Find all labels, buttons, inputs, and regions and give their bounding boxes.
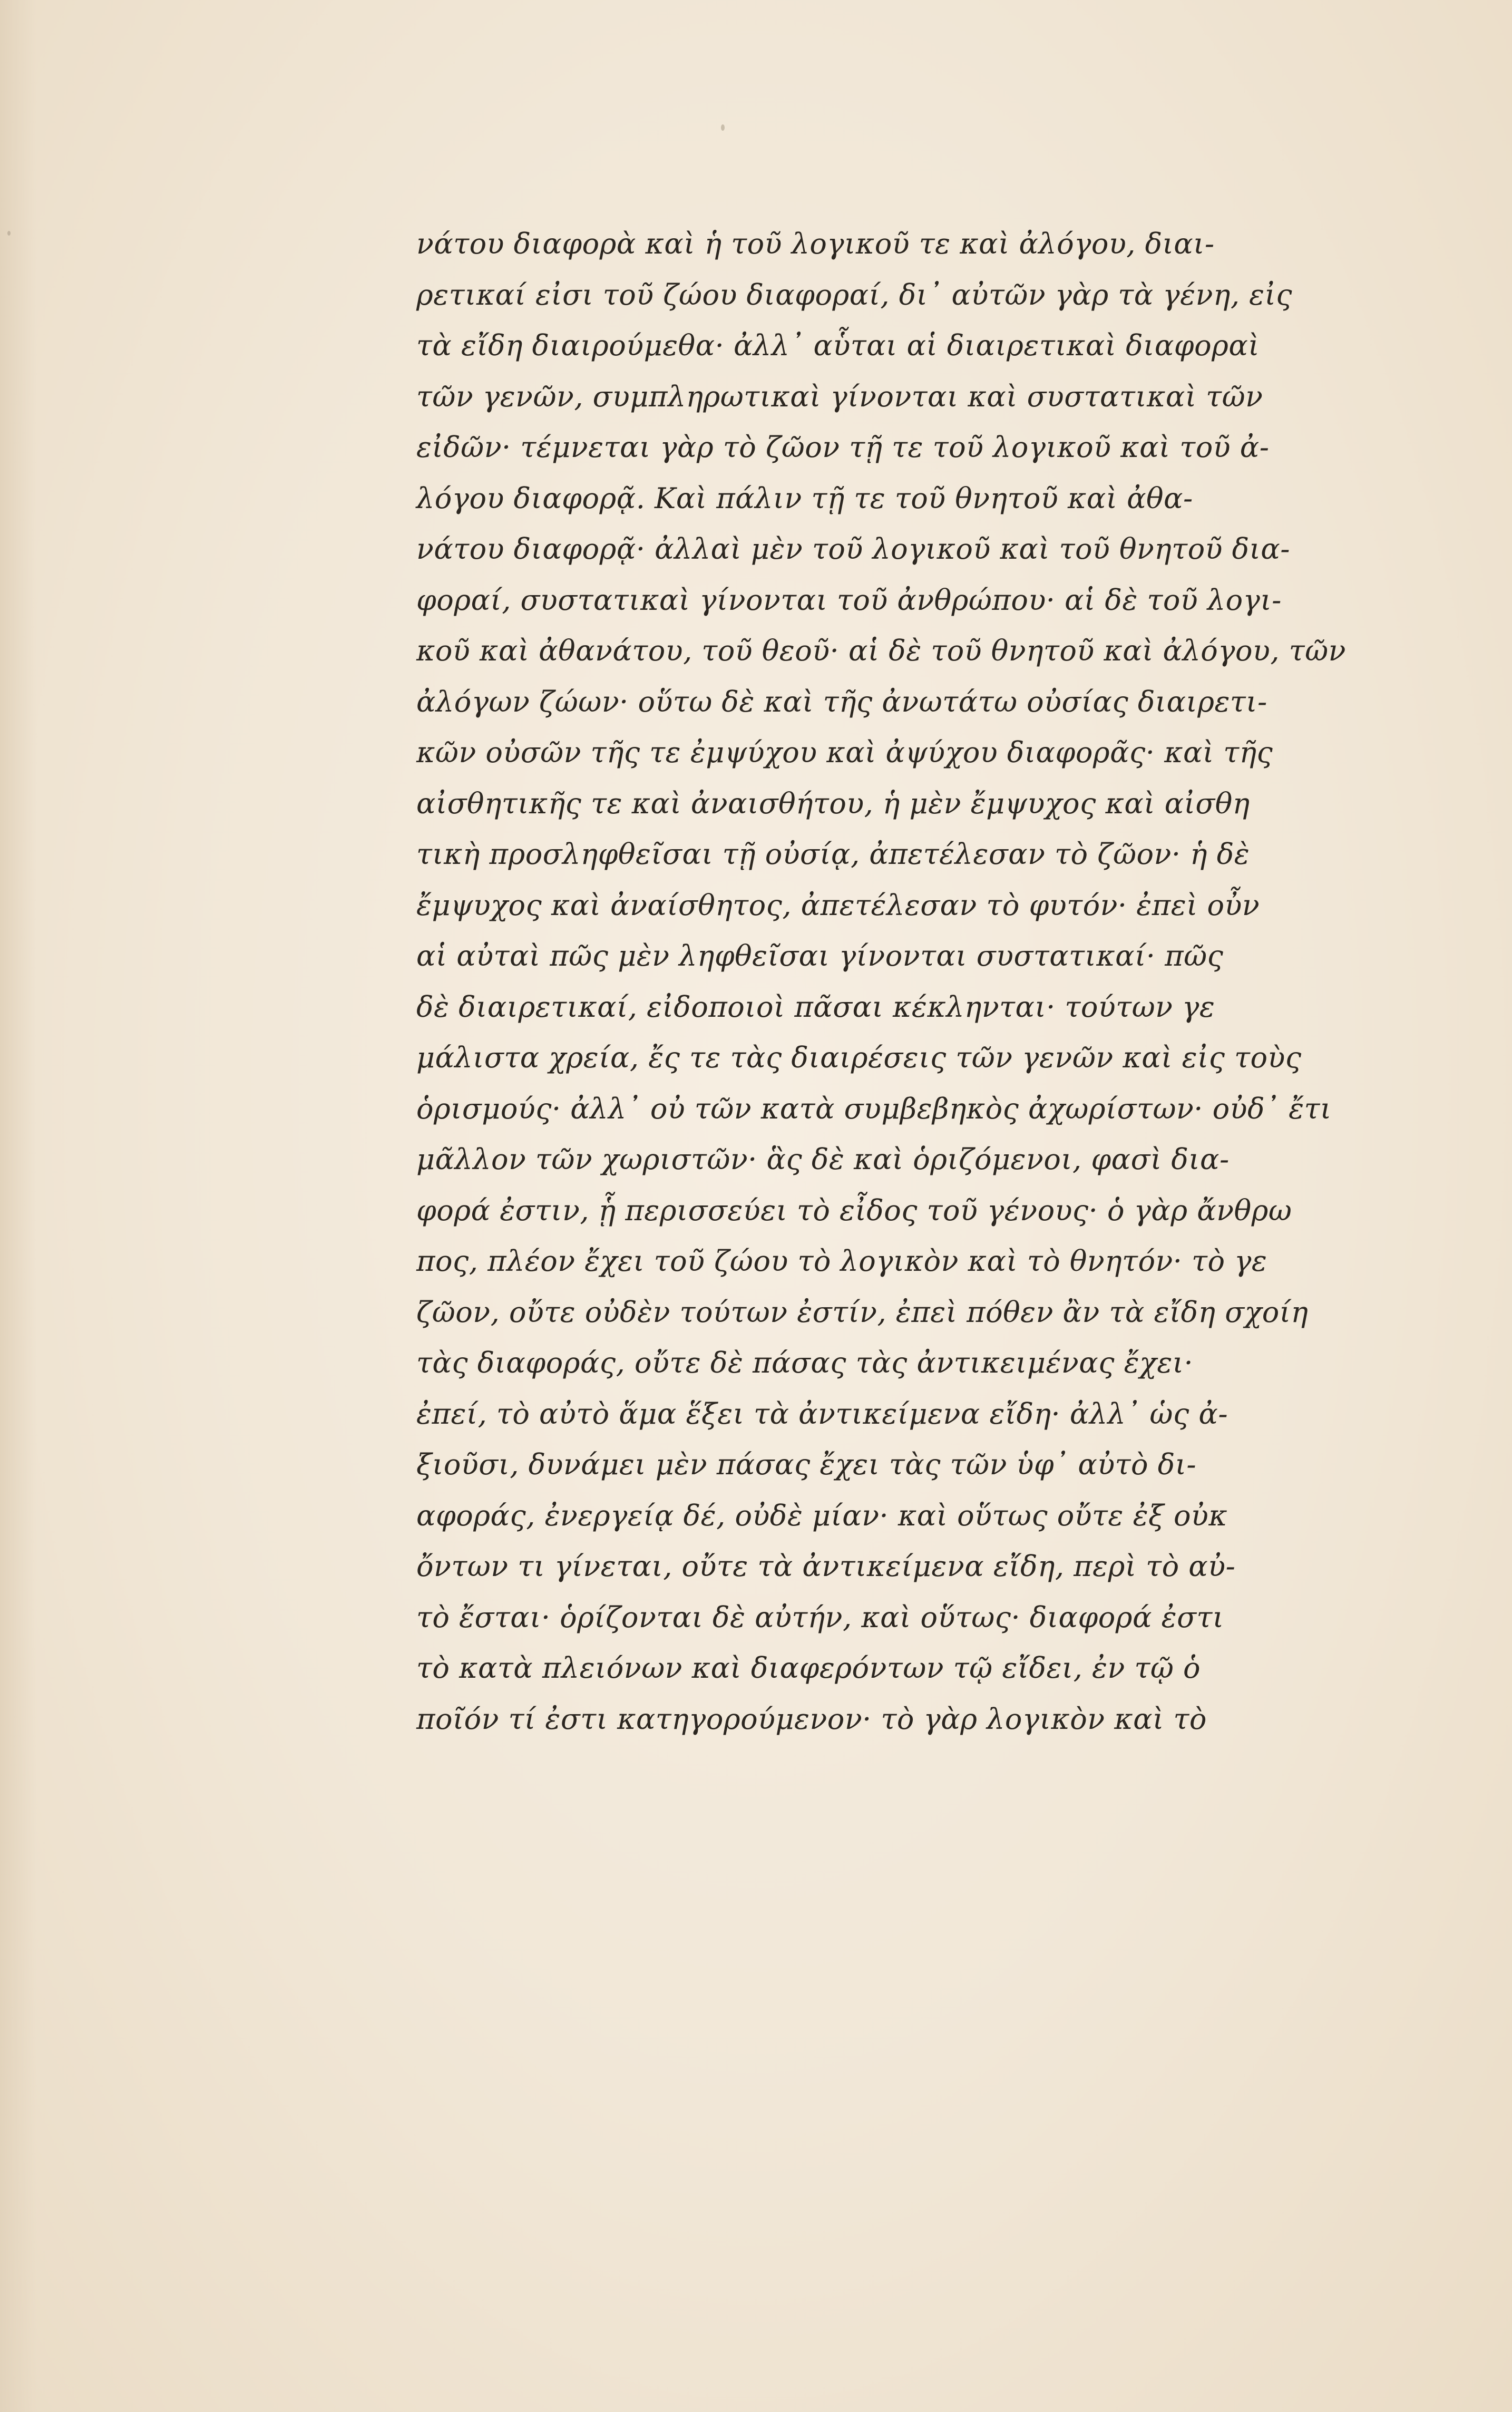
gutter-shadow <box>0 0 37 2412</box>
text-line: πος, πλέον ἔχει τοῦ ζώου τὸ λογικὸν καὶ τὸ θνητόν· τὸ γε <box>416 1244 1267 1278</box>
text-line: ρετικαί εἰσι τοῦ ζώου διαφοραί, δι᾽ αὐτῶν γὰρ τὰ γένη, εἰς <box>416 278 1293 312</box>
text-line: κοῦ καὶ ἀθανάτου, τοῦ θεοῦ· αἱ δὲ τοῦ θνητοῦ καὶ ἀλόγου, τῶν <box>416 634 1346 667</box>
text-line: ξιοῦσι, δυνάμει μὲν πάσας ἔχει τὰς τῶν ὑφ᾽ αὐτὸ δι- <box>416 1448 1197 1481</box>
text-line: ἀλόγων ζώων· οὕτω δὲ καὶ τῆς ἀνωτάτω οὐσίας διαιρετι- <box>416 685 1267 718</box>
text-line: μάλιστα χρεία, ἔς τε τὰς διαιρέσεις τῶν γενῶν καὶ εἰς τοὺς <box>416 1041 1302 1074</box>
text-line: τὸ κατὰ πλειόνων καὶ διαφερόντων τῷ εἴδει, ἐν τῷ ὁ <box>416 1651 1201 1685</box>
text-line: ἔμψυχος καὶ ἀναίσθητος, ἀπετέλεσαν τὸ φυτόν· ἐπεὶ οὖν <box>416 888 1260 922</box>
text-line: λόγου διαφορᾷ. Καὶ πάλιν τῇ τε τοῦ θνητοῦ καὶ ἀθα- <box>416 481 1193 515</box>
text-line: τὰς διαφοράς, οὔτε δὲ πάσας τὰς ἀντικειμένας ἔχει· <box>416 1346 1194 1379</box>
text-line: τῶν γενῶν, συμπληρωτικαὶ γίνονται καὶ συστατικαὶ τῶν <box>416 380 1263 413</box>
text-line: αἱ αὐταὶ πῶς μὲν ληφθεῖσαι γίνονται συστατικαί· πῶς <box>416 939 1224 972</box>
text-line: μᾶλλον τῶν χωριστῶν· ἃς δὲ καὶ ὁριζόμενοι, φασὶ δια- <box>416 1143 1230 1176</box>
text-line: ὄντων τι γίνεται, οὔτε τὰ ἀντικείμενα εἴδη, περὶ τὸ αὐ- <box>416 1550 1236 1583</box>
text-line: φοραί, συστατικαὶ γίνονται τοῦ ἀνθρώπου· αἱ δὲ τοῦ λογι- <box>416 583 1282 617</box>
text-line: νάτου διαφορᾷ· ἀλλαὶ μὲν τοῦ λογικοῦ καὶ τοῦ θνητοῦ δια- <box>416 532 1290 566</box>
text-line: κῶν οὐσῶν τῆς τε ἐμψύχου καὶ ἀψύχου διαφορᾶς· καὶ τῆς <box>416 736 1273 769</box>
text-line: αφοράς, ἐνεργείᾳ δέ, οὐδὲ μίαν· καὶ οὕτως οὔτε ἐξ οὐκ <box>416 1499 1228 1532</box>
text-line: νάτου διαφορὰ καὶ ἡ τοῦ λογικοῦ τε καὶ ἀλόγου, διαι- <box>416 227 1215 260</box>
text-line: ὁρισμούς· ἀλλ᾽ οὐ τῶν κατὰ συμβεβηκὸς ἀχωρίστων· οὐδ᾽ ἔτι <box>416 1092 1332 1125</box>
text-line: τὰ εἴδη διαιρούμεθα· ἀλλ᾽ αὗται αἱ διαιρετικαὶ διαφοραὶ <box>416 329 1260 362</box>
ink-speck <box>721 124 725 131</box>
text-line: ποῖόν τί ἐστι κατηγορούμενον· τὸ γὰρ λογικὸν καὶ τὸ <box>416 1702 1207 1736</box>
ink-speck <box>7 231 11 236</box>
text-line: εἰδῶν· τέμνεται γὰρ τὸ ζῶον τῇ τε τοῦ λογικοῦ καὶ τοῦ ἀ- <box>416 431 1270 464</box>
text-line: δὲ διαιρετικαί, εἰδοποιοὶ πᾶσαι κέκληνται· τούτων γε <box>416 990 1215 1024</box>
text-line: τικὴ προσληφθεῖσαι τῇ οὐσίᾳ, ἀπετέλεσαν τὸ ζῶον· ἡ δὲ <box>416 838 1250 871</box>
text-line: ἐπεί, τὸ αὐτὸ ἅμα ἕξει τὰ ἀντικείμενα εἴδη· ἀλλ᾽ ὡς ἀ- <box>416 1397 1228 1431</box>
text-line: φορά ἐστιν, ᾗ περισσεύει τὸ εἶδος τοῦ γένους· ὁ γὰρ ἄνθρω <box>416 1193 1292 1227</box>
text-line: τὸ ἔσται· ὁρίζονται δὲ αὐτήν, καὶ οὕτως· διαφορά ἐστι <box>416 1600 1224 1634</box>
greek-text-block <box>416 219 1407 1745</box>
text-line: αἰσθητικῆς τε καὶ ἀναισθήτου, ἡ μὲν ἔμψυχος καὶ αἰσθη <box>416 786 1250 820</box>
text-line: ζῶον, οὔτε οὐδὲν τούτων ἐστίν, ἐπεὶ πόθεν ἂν τὰ εἴδη σχοίη <box>416 1295 1309 1329</box>
